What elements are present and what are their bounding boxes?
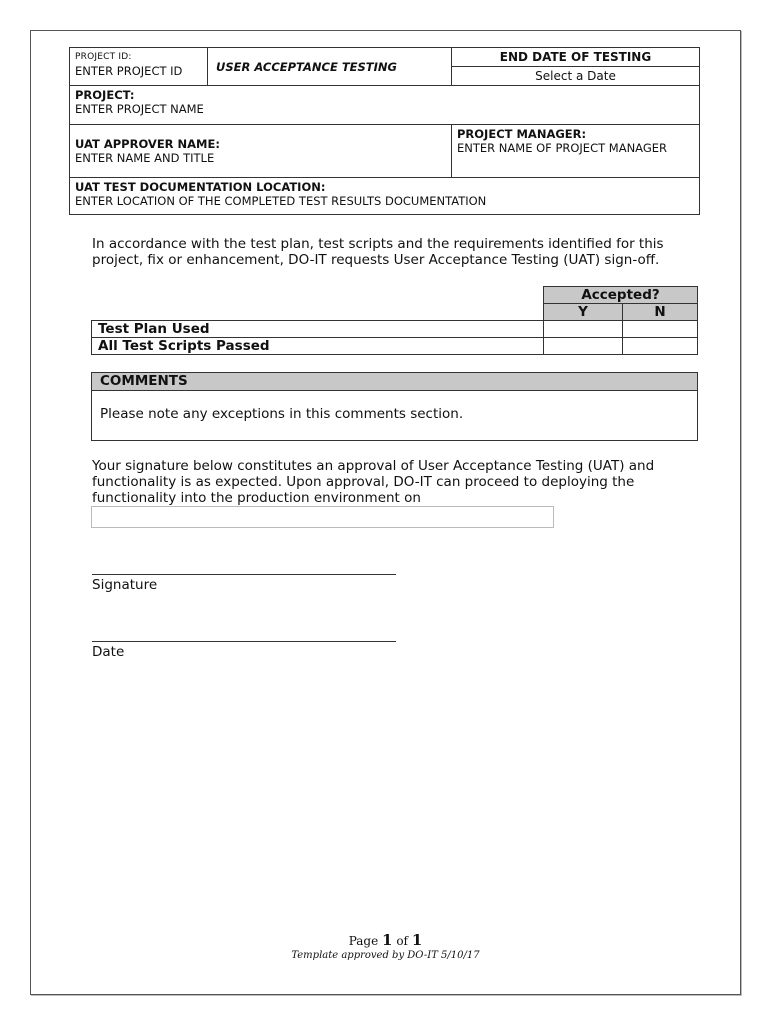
accepted-n-cell[interactable] — [623, 338, 698, 355]
accepted-n-header: N — [623, 304, 698, 321]
table-row — [92, 321, 698, 338]
project-id-field[interactable]: ENTER PROJECT ID — [75, 64, 183, 78]
comments-header: COMMENTS — [92, 373, 697, 391]
template-approval-note: Template approved by DO-IT 5/10/17 — [291, 950, 480, 961]
end-date-label: END DATE OF TESTING — [452, 48, 700, 67]
page-total: 1 — [411, 931, 423, 949]
doc-location-field[interactable]: ENTER LOCATION OF THE COMPLETED TEST RESULTS DOCUMENTATION — [75, 194, 487, 208]
manager-label: PROJECT MANAGER: — [457, 127, 587, 141]
row-label: All Test Scripts Passed — [92, 338, 544, 355]
manager-field[interactable]: ENTER NAME OF PROJECT MANAGER — [457, 141, 668, 155]
intro-paragraph: In accordance with the test plan, test scripts and the requirements identified for this project, fix or enhancement, DO-IT requests User Acceptance Testing (UAT) sign-off. — [92, 236, 664, 268]
comments-field[interactable]: Please note any exceptions in this comments section. — [100, 406, 464, 422]
project-header-table — [69, 47, 700, 215]
page-number — [31, 931, 740, 949]
project-id-cell[interactable] — [70, 48, 208, 86]
manager-cell[interactable] — [452, 125, 700, 178]
approver-label: UAT APPROVER NAME: — [75, 137, 220, 151]
accepted-y-header: Y — [544, 304, 623, 321]
date-label: Date — [92, 644, 125, 660]
accepted-n-cell[interactable] — [623, 321, 698, 338]
accepted-header: Accepted? — [544, 287, 698, 304]
end-date-picker[interactable]: Select a Date — [452, 67, 700, 86]
deployment-date-field[interactable] — [91, 506, 554, 528]
project-name-label: PROJECT: — [75, 88, 135, 102]
signature-paragraph: Your signature below constitutes an approval of User Acceptance Testing (UAT) and functionality is as expected. Upon approval, DO-IT can proceed to deploying the functionality into the production environment on — [92, 458, 655, 506]
of-word: of — [396, 934, 408, 948]
table-row — [92, 338, 698, 355]
document-title: USER ACCEPTANCE TESTING — [208, 48, 452, 86]
date-line[interactable] — [92, 641, 396, 642]
document-page — [30, 30, 741, 995]
accepted-y-cell[interactable] — [544, 338, 623, 355]
approver-field[interactable]: ENTER NAME AND TITLE — [75, 151, 215, 165]
accepted-y-cell[interactable] — [544, 321, 623, 338]
signature-label: Signature — [92, 577, 158, 593]
acceptance-table — [91, 286, 698, 355]
approver-cell[interactable] — [70, 125, 452, 178]
signature-line[interactable] — [92, 574, 396, 575]
project-id-label: PROJECT ID: — [75, 52, 132, 62]
project-name-field[interactable]: ENTER PROJECT NAME — [75, 102, 204, 116]
comments-box — [91, 372, 698, 441]
doc-location-label: UAT TEST DOCUMENTATION LOCATION: — [75, 180, 326, 194]
doc-location-cell[interactable] — [70, 178, 700, 215]
page-word: Page — [348, 934, 379, 948]
row-label: Test Plan Used — [92, 321, 544, 338]
page-current: 1 — [382, 931, 393, 949]
project-name-cell[interactable] — [70, 86, 700, 125]
